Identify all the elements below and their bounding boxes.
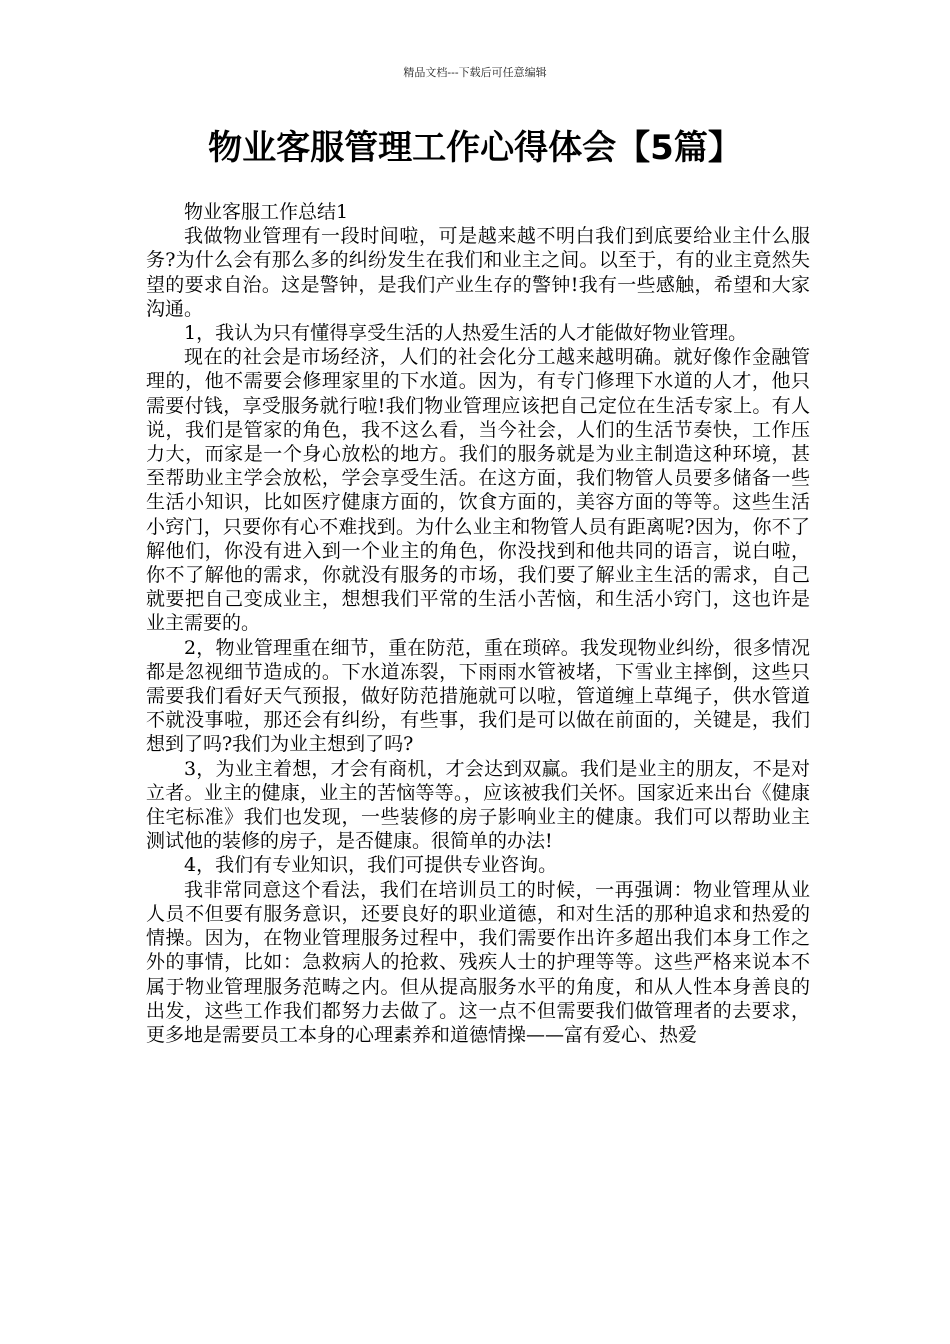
paragraph: 我非常同意这个看法，我们在培训员工的时候，一再强调：物业管理从业人员不但要有服务意识，还要良好的职业道德，和对生活的那种追求和热爱的情操。因为，在物业管理服务过程中，我们需要作出许多超出我们本身工作之外的事情，比如：急救病人的抢救、残疾人士的护理等等。这些严格来说本不属于物业管理服务范畴之内。但从提高服务水平的角度，和从人性本身善良的出发，这些工作我们都努力去做了。这一点不但需要我们做管理者的去要求，更多地是需要员工本身的心理素养和道德情操——富有爱心、热爱: [146, 878, 810, 1046]
document-title: 物业客服管理工作心得体会【5篇】: [208, 128, 742, 168]
paragraph: 1，我认为只有懂得享受生活的人热爱生活的人才能做好物业管理。: [184, 322, 748, 345]
paragraph: 2，物业管理重在细节，重在防范，重在琐碎。我发现物业纠纷，很多情况都是忽视细节造成的。下水道冻裂，下雨雨水管被堵，下雪业主摔倒，这些只需要我们看好天气预报，做好防范措施就可以啦，管道缠上草绳子，供水管道不就没事啦，那还会有纠纷，有些事，我们是可以做在前面的，关键是，我们想到了吗?我们为业主想到了吗?: [146, 636, 810, 756]
section-heading: 物业客服工作总结1: [184, 201, 349, 223]
paragraph: 我做物业管理有一段时间啦，可是越来越不明白我们到底要给业主什么服务?为什么会有那么多的纠纷发生在我们和业主之间。以至于，有的业主竟然失望的要求自治。这是警钟，是我们产业生存的警钟!我有一些感触，希望和大家沟通。: [146, 225, 810, 320]
document-body: [146, 200, 810, 1047]
paragraph: 3，为业主着想，才会有商机，才会达到双赢。我们是业主的朋友，不是对立者。业主的健康，业主的苦恼等等。，应该被我们关怀。国家近来出台《健康住宅标准》我们也发现，一些装修的房子影响业主的健康。我们可以帮助业主测试他的装修的房子，是否健康。很简单的办法!: [146, 757, 810, 853]
paragraph: 现在的社会是市场经济，人们的社会化分工越来越明确。就好像作金融管理的，他不需要会修理家里的下水道。因为，有专门修理下水道的人才，他只需要付钱，享受服务就行啦!我们物业管理应该把自己定位在生活专家上。有人说，我们是管家的角色，我不这么看，当今社会，人们的生活节奏快，工作压力大，而家是一个身心放松的地方。我们的服务就是为业主制造这种环境，甚至帮助业主学会放松，学会享受生活。在这方面，我们物管人员要多储备一些生活小知识，比如医疗健康方面的，饮食方面的，美容方面的等等。这些生活小窍门，只要你有心不难找到。为什么业主和物管人员有距离呢?因为，你不了解他们，你没有进入到一个业主的角色，你没找到和他共同的语言，说白啦，你不了解他的需求，你就没有服务的市场，我们要了解业主生活的需求，自己就要把自己变成业主，想想我们平常的生活小苦恼，和生活小窍门，这也许是业主需要的。: [146, 346, 810, 635]
paragraph: 4，我们有专业知识，我们可提供专业咨询。: [184, 854, 558, 877]
header-note: 精品文档---下载后可任意编辑: [403, 66, 547, 79]
